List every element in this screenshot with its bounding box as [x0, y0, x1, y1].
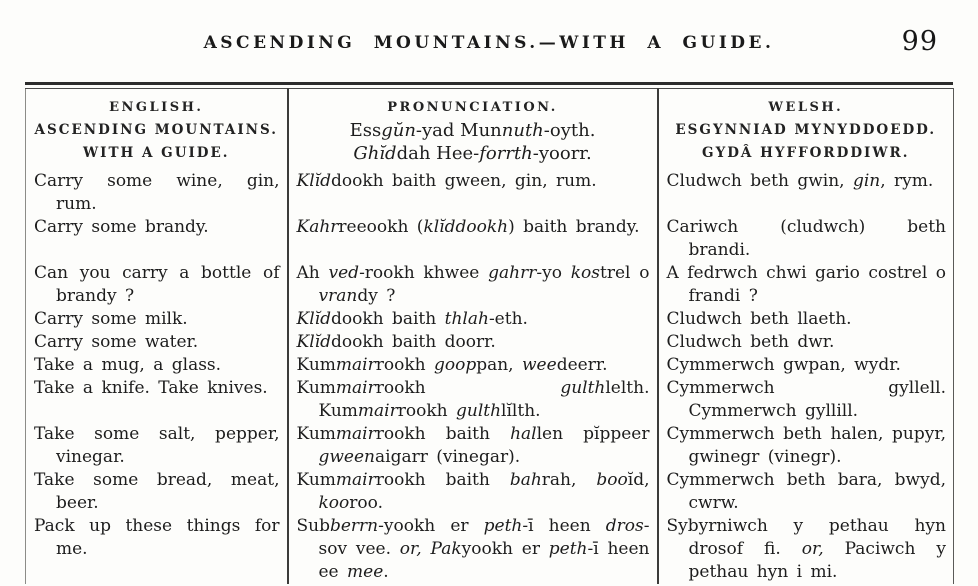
phrase-text-english: Carry some brandy.	[34, 217, 209, 237]
phrase-text-english: Can you carry a bottle of brandy ?	[34, 263, 280, 306]
phrase-text-pronunciation: Kummairrookh baith bahrah, booĭd, kooroo.	[296, 470, 650, 513]
phrase-text-english: Carry some water.	[34, 332, 199, 352]
phrase-cell-pronunciation	[288, 170, 658, 216]
phrase-text-pronunciation: Kahrreeookh (klĭddookh) baith brandy.	[296, 217, 640, 237]
phrase-cell-english	[26, 170, 288, 216]
table-row	[26, 354, 954, 377]
phrase-rows	[26, 170, 954, 584]
phrase-text-pronunciation: Klĭddookh baith thlah-eth.	[296, 309, 528, 329]
section-subheader-row	[26, 116, 954, 170]
phrase-cell-pronunciation	[288, 515, 658, 584]
phrase-cell-english	[26, 331, 288, 354]
phrase-text-welsh: A fedrwch chwi gario costrel o frandi ?	[666, 263, 946, 306]
subheader-pronunciation-line1: Essgŭn-yad Munnuth-oyth.	[349, 120, 596, 141]
column-header-row	[26, 89, 954, 117]
table-row	[26, 515, 954, 584]
phrase-text-pronunciation: Kummairrookh baith hallen pĭppeer gweenaigarr (vinegar).	[296, 424, 650, 467]
phrase-table	[25, 88, 954, 584]
phrase-cell-english	[26, 469, 288, 515]
phrase-cell-pronunciation	[288, 377, 658, 423]
phrase-text-english: Carry some wine, gin, rum.	[34, 171, 280, 214]
subheader-english	[26, 116, 288, 170]
phrase-cell-welsh	[658, 331, 954, 354]
phrase-text-pronunciation: Ah ved-rookh khwee gahrr-yo kostrel o vrandy ?	[296, 263, 650, 306]
phrase-cell-welsh	[658, 469, 954, 515]
phrase-cell-english	[26, 354, 288, 377]
phrase-cell-welsh	[658, 354, 954, 377]
phrase-text-welsh: Cymmerwch beth halen, pupyr, gwinegr (vinegr).	[666, 424, 946, 467]
phrase-text-welsh: Cymmerwch beth bara, bwyd, cwrw.	[666, 470, 946, 513]
subheader-welsh-line2: GYDÂ HYFFORDDIWR.	[702, 145, 910, 161]
phrase-text-welsh: Cymmerwch gyllell. Cymmerwch gyllill.	[666, 378, 946, 421]
table-row	[26, 308, 954, 331]
subheader-english-line1: ASCENDING MOUNTAINS.	[34, 122, 278, 138]
running-head	[0, 0, 978, 53]
page-number: 99	[901, 26, 938, 57]
phrase-cell-pronunciation	[288, 216, 658, 262]
phrase-cell-english	[26, 262, 288, 308]
phrase-cell-english	[26, 515, 288, 584]
phrase-cell-pronunciation	[288, 423, 658, 469]
phrase-cell-english	[26, 377, 288, 423]
phrase-text-welsh: Cludwch beth dwr.	[666, 332, 835, 352]
phrase-text-english: Pack up these things for me.	[34, 516, 280, 559]
phrase-text-pronunciation: Klĭddookh baith gween, gin, rum.	[296, 171, 597, 191]
phrase-text-english: Carry some milk.	[34, 309, 188, 329]
page-title: ASCENDING MOUNTAINS.—WITH A GUIDE.	[203, 33, 775, 53]
phrase-cell-english	[26, 216, 288, 262]
table-row	[26, 170, 954, 216]
phrase-cell-pronunciation	[288, 262, 658, 308]
phrase-cell-welsh	[658, 170, 954, 216]
table-row	[26, 469, 954, 515]
phrase-text-english: Take some bread, meat, beer.	[34, 470, 280, 513]
subheader-english-line2: WITH A GUIDE.	[83, 145, 230, 161]
phrase-cell-pronunciation	[288, 331, 658, 354]
table-row	[26, 377, 954, 423]
column-header-pronunciation: PRONUNCIATION.	[288, 89, 658, 117]
phrase-cell-welsh	[658, 377, 954, 423]
phrase-cell-english	[26, 423, 288, 469]
phrase-text-welsh: Sybyrniwch y pethau hyn drosof fi. or, Paciwch y pethau hyn i mi.	[666, 516, 946, 582]
phrase-cell-welsh	[658, 216, 954, 262]
subheader-pronunciation-line2: Ghĭddah Hee-forrth-yoorr.	[353, 143, 592, 164]
phrase-cell-welsh	[658, 308, 954, 331]
subheader-welsh-line1: ESGYNNIAD MYNYDDOEDD.	[675, 122, 937, 138]
table-row	[26, 216, 954, 262]
phrase-text-pronunciation: Kummairrookh gooppan, weedeerr.	[296, 355, 608, 375]
subheader-welsh	[658, 116, 954, 170]
phrase-table-frame	[25, 82, 953, 584]
column-header-welsh: WELSH.	[768, 100, 844, 115]
phrase-text-welsh: Cymmerwch gwpan, wydr.	[666, 355, 901, 375]
phrase-cell-english	[26, 308, 288, 331]
phrase-text-welsh: Cludwch beth llaeth.	[666, 309, 852, 329]
phrase-text-pronunciation: Klĭddookh baith doorr.	[296, 332, 496, 352]
phrase-cell-pronunciation	[288, 308, 658, 331]
phrase-cell-welsh	[658, 423, 954, 469]
phrase-cell-pronunciation	[288, 469, 658, 515]
phrase-text-welsh: Cariwch (cludwch) beth brandi.	[666, 217, 946, 260]
phrase-text-english: Take a mug, a glass.	[34, 355, 222, 375]
phrase-text-pronunciation: Kummairrookh gulthlelth. Kummairrookh gulthlĭlth.	[296, 378, 650, 421]
phrase-text-english: Take a knife. Take knives.	[34, 378, 268, 398]
table-row	[26, 262, 954, 308]
table-row	[26, 331, 954, 354]
phrase-cell-welsh	[658, 262, 954, 308]
subheader-pronunciation	[288, 116, 658, 170]
phrase-cell-pronunciation	[288, 354, 658, 377]
phrase-text-english: Take some salt, pepper, vinegar.	[34, 424, 280, 467]
column-header-english: ENGLISH.	[109, 100, 204, 115]
table-row	[26, 423, 954, 469]
phrase-text-pronunciation: Subberrn-yookh er peth-ī heen dros-sov vee. or, Pakyookh er peth-ī heen ee mee.	[296, 516, 650, 582]
phrase-text-welsh: Cludwch beth gwin, gin, rym.	[666, 171, 934, 191]
phrase-cell-welsh	[658, 515, 954, 584]
